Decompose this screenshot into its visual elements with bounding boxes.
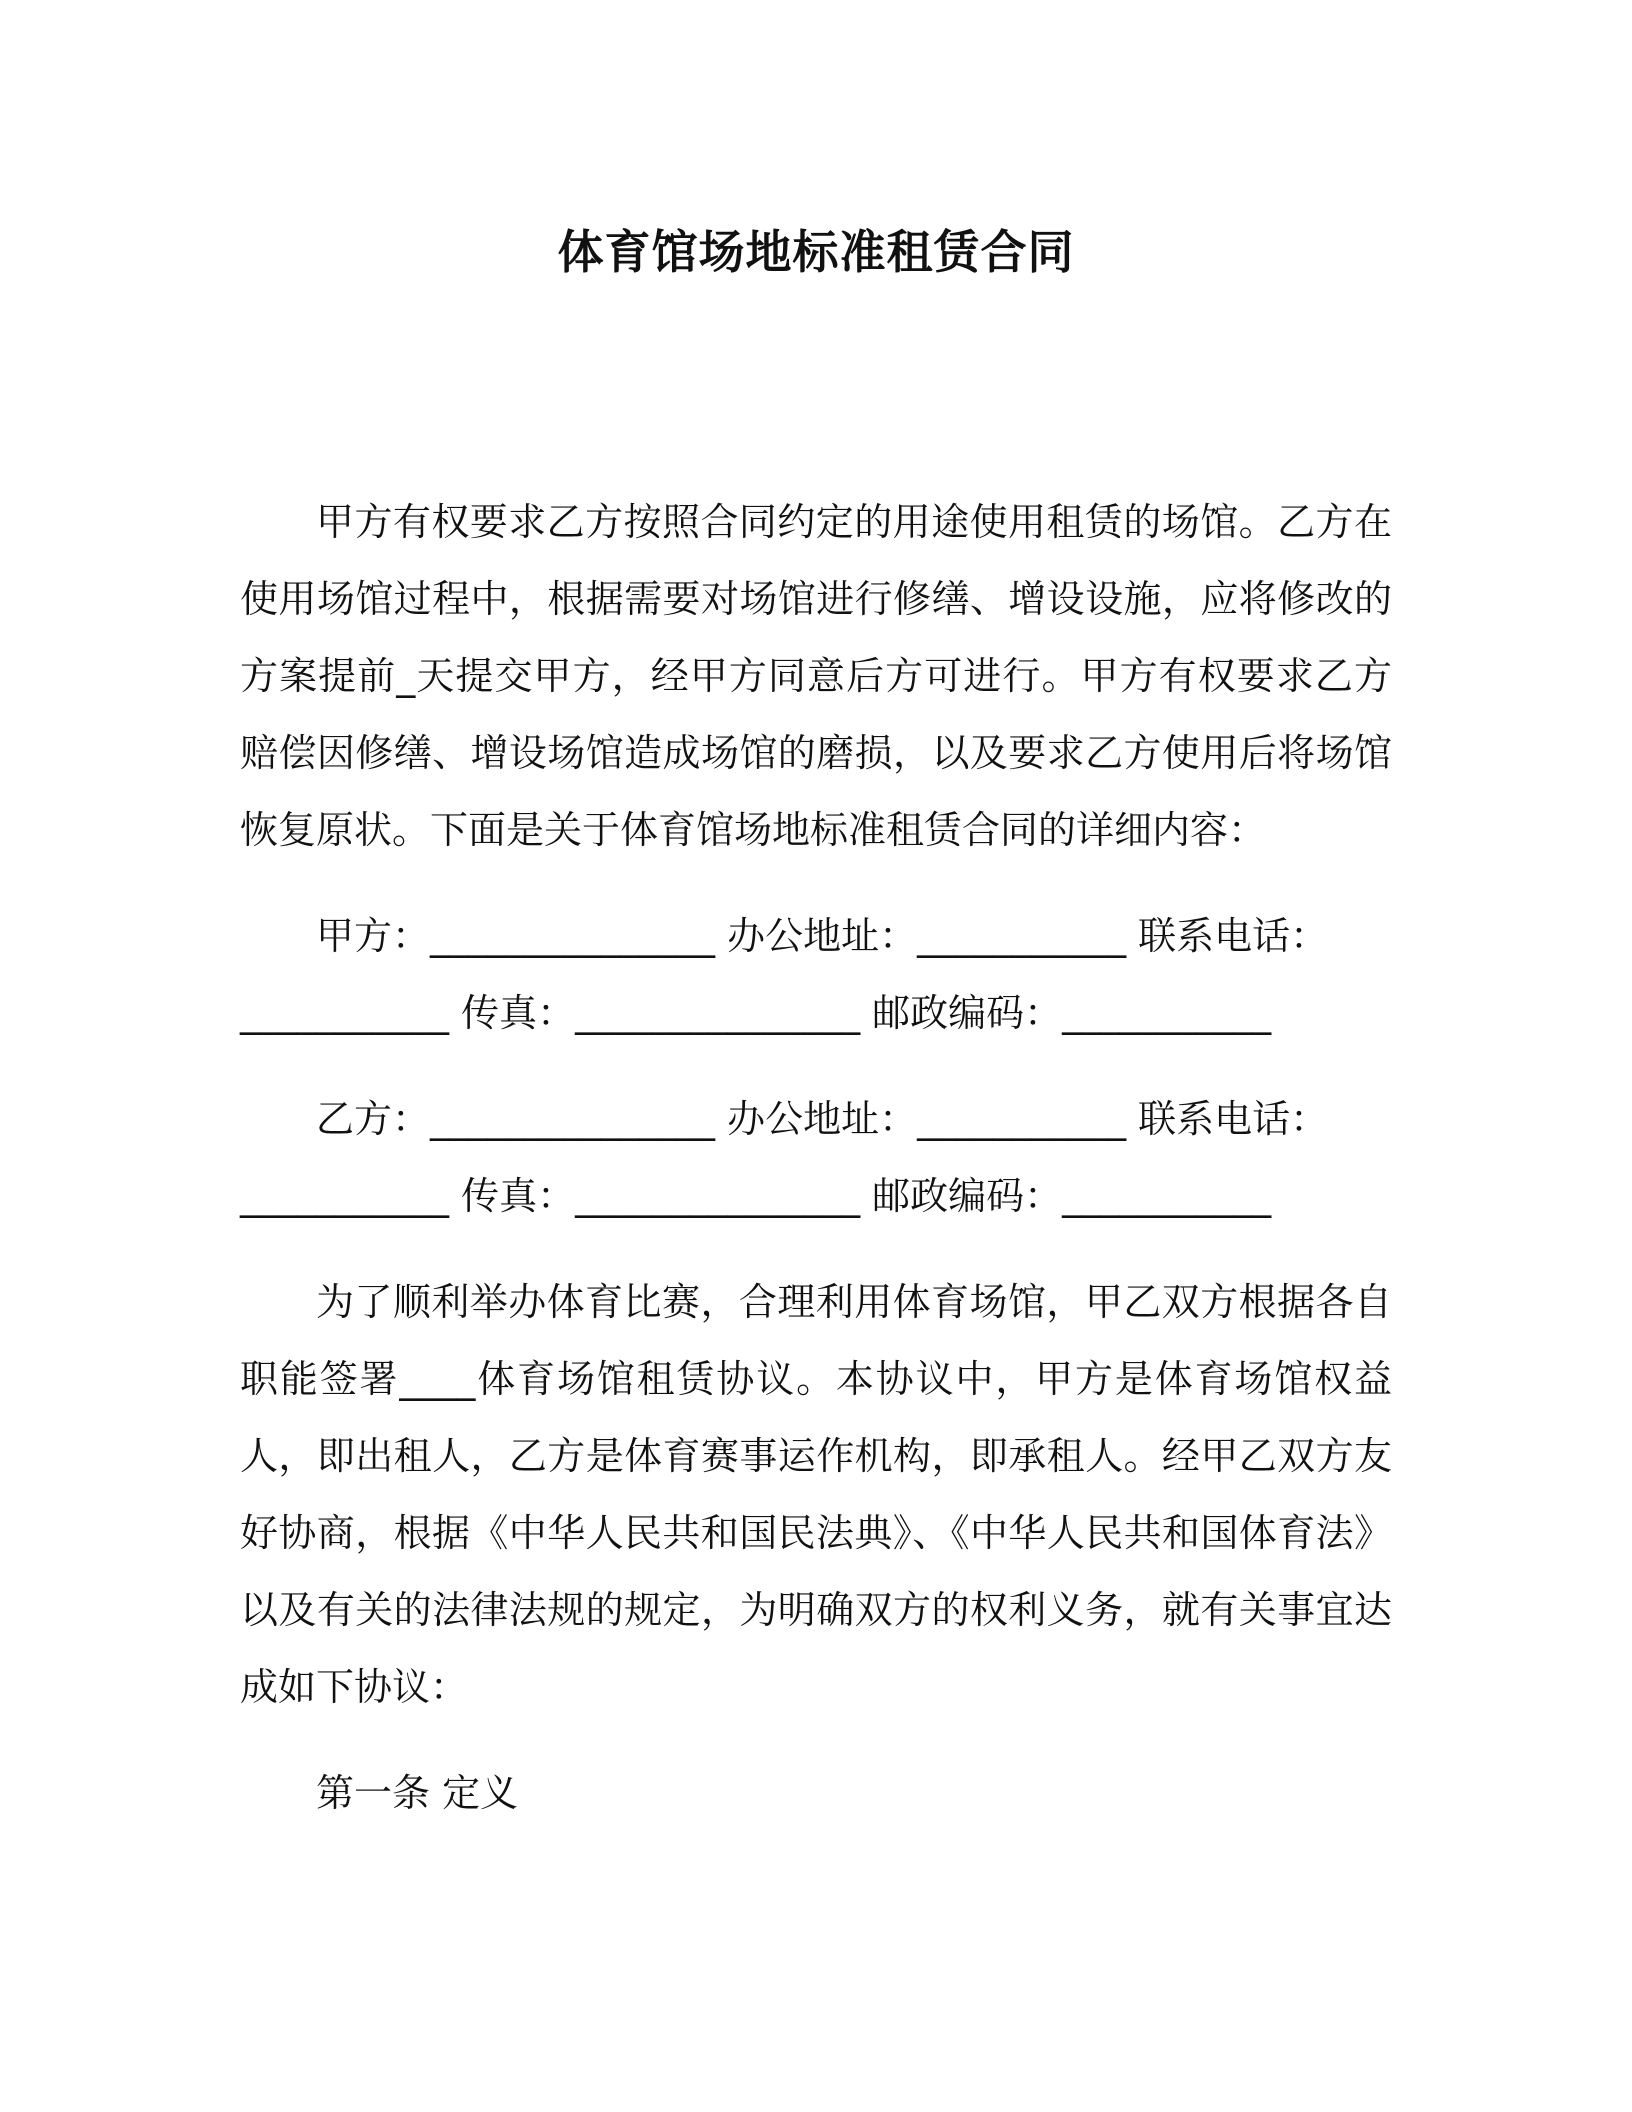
section-heading-definitions: 第一条 定义 (316, 1771, 519, 1815)
party-a-info: 甲方：_______________ 办公地址：___________ 联系电话：___________ 传真：_______________ 邮政编码：___________ (240, 914, 1329, 1035)
intro-paragraph: 甲方有权要求乙方按照合同约定的用途使用租赁的场馆。乙方在使用场馆过程中，根据需要对场馆进行修缮、增设设施，应将修改的方案提前_天提交甲方，经甲方同意后方可进行。甲方有权要求乙方赔偿因修缮、增设场馆造成场馆的磨损，以及要求乙方使用后将场馆恢复原状。下面是关于体育馆场地标准租赁合同的详细内容： (240, 500, 1392, 852)
party-b-info: 乙方：_______________ 办公地址：___________ 联系电话：___________ 传真：_______________ 邮政编码：___________ (240, 1097, 1329, 1218)
document-body (240, 484, 1392, 1832)
document-title: 体育馆场地标准租赁合同 (557, 225, 1075, 279)
preamble-paragraph: 为了顺利举办体育比赛，合理利用体育场馆，甲乙双方根据各自职能签署____体育场馆租赁协议。本协议中，甲方是体育场馆权益人，即出租人，乙方是体育赛事运作机构，即承租人。经甲乙双方友好协商，根据《中华人民共和国民法典》、《中华人民共和国体育法》以及有关的法律法规的规定，为明确双方的权利义务，就有关事宜达成如下协议： (240, 1280, 1392, 1709)
